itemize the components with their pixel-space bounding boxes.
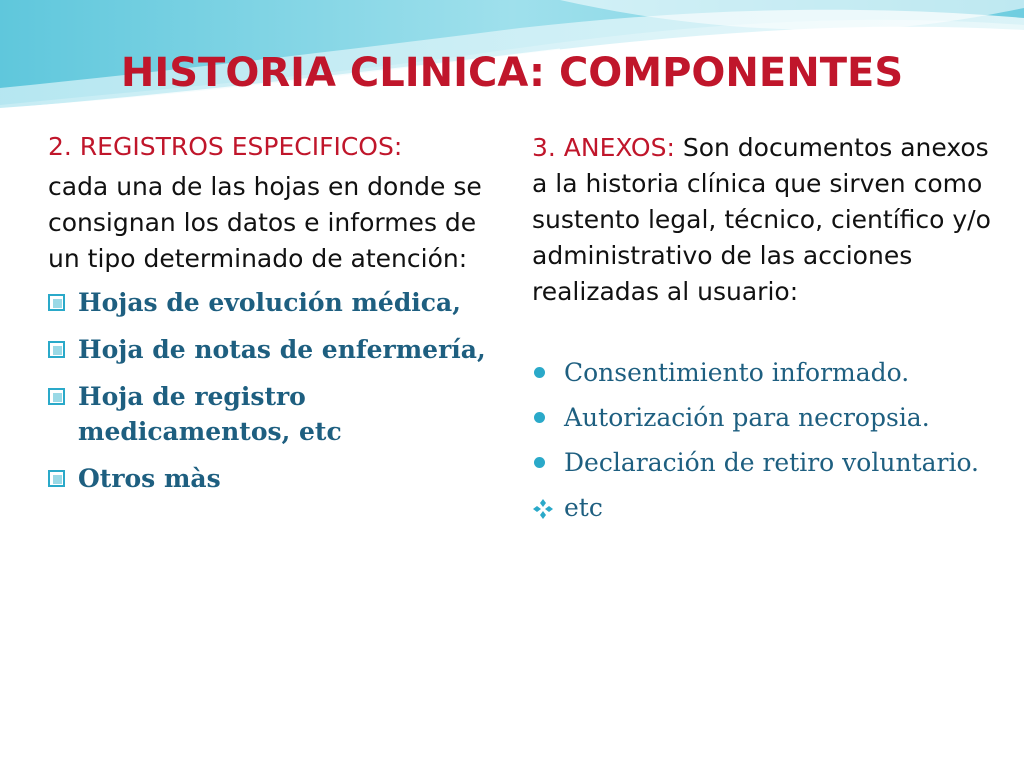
list-item-label: Hoja de registro medicamentos, etc [78, 382, 342, 446]
checkbox-icon [48, 294, 65, 311]
list-item-label: Otros màs [78, 464, 221, 493]
anexos-column [532, 130, 992, 535]
anexos-list [532, 355, 992, 525]
anexos-heading: 3. ANEXOS: [532, 133, 675, 162]
list-item [532, 445, 992, 480]
list-item [48, 285, 498, 320]
list-item [532, 490, 992, 525]
registros-list [48, 285, 498, 496]
anexos-body: Son documentos anexos a la historia clínica que sirven como sustento legal, técnico, científico y/o administrativo de las acciones realizadas al usuario: [532, 133, 991, 306]
list-item [48, 332, 498, 367]
registros-description: cada una de las hojas en donde se consignan los datos e informes de un tipo determinado de atención: [48, 172, 482, 273]
dot-icon [534, 457, 545, 468]
list-item [532, 400, 992, 435]
list-item-label: Declaración de retiro voluntario. [564, 448, 980, 477]
list-item-label: etc [564, 493, 603, 522]
diamond-cluster-icon [532, 498, 554, 520]
list-item [48, 461, 498, 496]
checkbox-icon [48, 470, 65, 487]
dot-icon [534, 412, 545, 423]
registros-column [48, 130, 498, 508]
checkbox-icon [48, 388, 65, 405]
dot-icon [534, 367, 545, 378]
registros-heading: 2. REGISTROS ESPECIFICOS: [48, 132, 403, 161]
list-item [48, 379, 498, 449]
list-item-label: Consentimiento informado. [564, 358, 910, 387]
anexos-description [532, 130, 992, 310]
list-item [532, 355, 992, 390]
page-title: HISTORIA CLINICA: COMPONENTES [120, 50, 904, 96]
list-item-label: Hojas de evolución médica, [78, 288, 461, 317]
checkbox-icon [48, 341, 65, 358]
list-item-label: Autorización para necropsia. [564, 403, 930, 432]
list-item-label: Hoja de notas de enfermería, [78, 335, 486, 364]
